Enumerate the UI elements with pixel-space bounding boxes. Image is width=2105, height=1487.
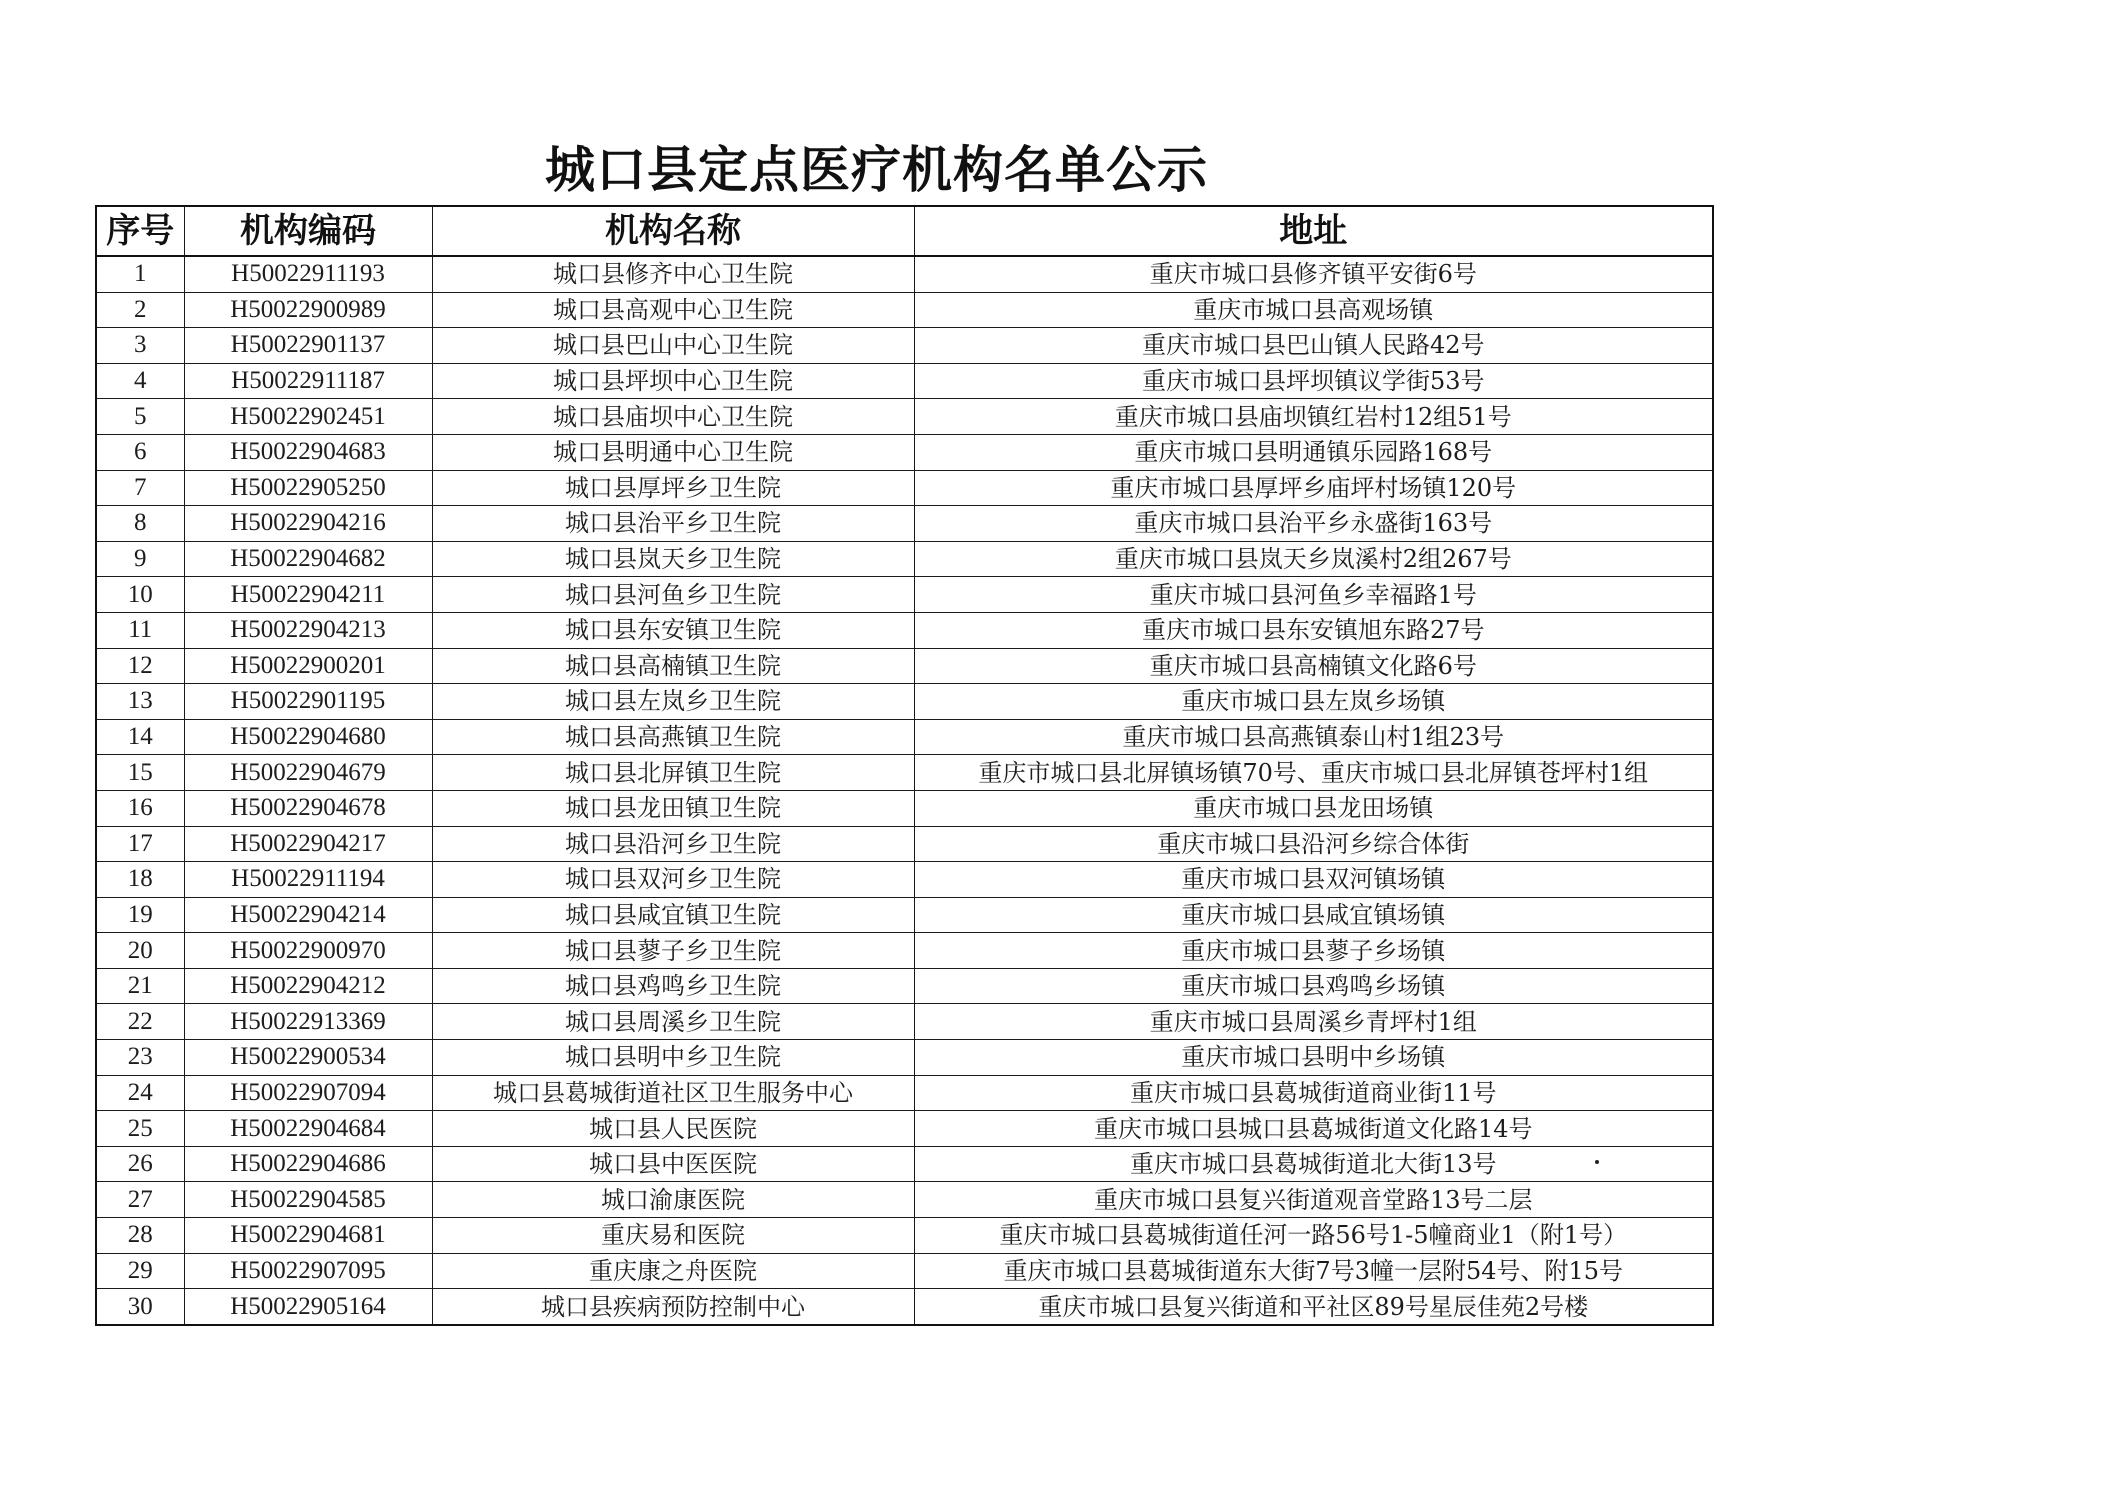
table-row [96, 1218, 1713, 1254]
cell-address: 重庆市城口县修齐镇平安街6号 [914, 256, 1713, 292]
table-row [96, 1253, 1713, 1289]
cell-code: H50022904212 [184, 968, 432, 1004]
header-name: 机构名称 [432, 206, 914, 256]
header-index: 序号 [96, 206, 184, 256]
table-row [96, 897, 1713, 933]
cell-address: 重庆市城口县龙田场镇 [914, 790, 1713, 826]
cell-address: 重庆市城口县明中乡场镇 [914, 1040, 1713, 1076]
cell-address: 重庆市城口县岚天乡岚溪村2组267号 [914, 541, 1713, 577]
cell-name: 城口县北屏镇卫生院 [432, 755, 914, 791]
cell-address: 重庆市城口县葛城街道东大街7号3幢一层附54号、附15号 [914, 1253, 1713, 1289]
cell-index: 28 [96, 1218, 184, 1254]
cell-name: 城口县东安镇卫生院 [432, 612, 914, 648]
table-row [96, 470, 1713, 506]
cell-name: 城口县庙坝中心卫生院 [432, 399, 914, 435]
cell-code: H50022904585 [184, 1182, 432, 1218]
table-row [96, 399, 1713, 435]
cell-code: H50022900970 [184, 933, 432, 969]
table-row [96, 1146, 1713, 1182]
cell-index: 12 [96, 648, 184, 684]
table-row [96, 684, 1713, 720]
cell-code: H50022900534 [184, 1040, 432, 1076]
cell-index: 17 [96, 826, 184, 862]
cell-name: 城口县蓼子乡卫生院 [432, 933, 914, 969]
cell-code: H50022904211 [184, 577, 432, 613]
cell-code: H50022904681 [184, 1218, 432, 1254]
cell-code: H50022904683 [184, 434, 432, 470]
cell-code: H50022904216 [184, 506, 432, 542]
cell-name: 城口县高观中心卫生院 [432, 292, 914, 328]
cell-name: 城口县咸宜镇卫生院 [432, 897, 914, 933]
cell-code: H50022904682 [184, 541, 432, 577]
cell-index: 4 [96, 363, 184, 399]
table-row [96, 719, 1713, 755]
cell-code: H50022911193 [184, 256, 432, 292]
table-row [96, 506, 1713, 542]
institution-table [95, 205, 1714, 1326]
cell-address: 重庆市城口县葛城街道北大街13号 [914, 1146, 1713, 1182]
cell-code: H50022904214 [184, 897, 432, 933]
cell-address: 重庆市城口县左岚乡场镇 [914, 684, 1713, 720]
table-row [96, 862, 1713, 898]
table-row [96, 968, 1713, 1004]
table-row [96, 933, 1713, 969]
cell-index: 26 [96, 1146, 184, 1182]
cell-name: 城口县高燕镇卫生院 [432, 719, 914, 755]
table-row [96, 577, 1713, 613]
cell-index: 30 [96, 1289, 184, 1325]
cell-index: 16 [96, 790, 184, 826]
cell-name: 城口县坪坝中心卫生院 [432, 363, 914, 399]
cell-address: 重庆市城口县北屏镇场镇70号、重庆市城口县北屏镇苍坪村1组 [914, 755, 1713, 791]
cell-address: 重庆市城口县复兴街道观音堂路13号二层 [914, 1182, 1713, 1218]
cell-address: 重庆市城口县沿河乡综合体街 [914, 826, 1713, 862]
table-row [96, 328, 1713, 364]
cell-address: 重庆市城口县双河镇场镇 [914, 862, 1713, 898]
cell-index: 18 [96, 862, 184, 898]
cell-code: H50022904684 [184, 1111, 432, 1147]
cell-name: 城口县厚坪乡卫生院 [432, 470, 914, 506]
cell-index: 7 [96, 470, 184, 506]
cell-name: 城口县沿河乡卫生院 [432, 826, 914, 862]
cell-name: 城口县修齐中心卫生院 [432, 256, 914, 292]
cell-name: 城口县明通中心卫生院 [432, 434, 914, 470]
cell-address: 重庆市城口县庙坝镇红岩村12组51号 [914, 399, 1713, 435]
table-body [96, 256, 1713, 1325]
cell-code: H50022905250 [184, 470, 432, 506]
cell-index: 9 [96, 541, 184, 577]
cell-name: 城口渝康医院 [432, 1182, 914, 1218]
cell-address: 重庆市城口县周溪乡青坪村1组 [914, 1004, 1713, 1040]
cell-code: H50022911194 [184, 862, 432, 898]
cell-address: 重庆市城口县明通镇乐园路168号 [914, 434, 1713, 470]
cell-index: 1 [96, 256, 184, 292]
cell-name: 城口县人民医院 [432, 1111, 914, 1147]
document-title: 城口县定点医疗机构名单公示 [545, 141, 1208, 199]
cell-index: 6 [96, 434, 184, 470]
cell-name: 城口县疾病预防控制中心 [432, 1289, 914, 1325]
cell-code: H50022900201 [184, 648, 432, 684]
cell-index: 2 [96, 292, 184, 328]
cell-index: 23 [96, 1040, 184, 1076]
cell-name: 城口县明中乡卫生院 [432, 1040, 914, 1076]
cell-name: 城口县鸡鸣乡卫生院 [432, 968, 914, 1004]
cell-index: 29 [96, 1253, 184, 1289]
cell-name: 城口县葛城街道社区卫生服务中心 [432, 1075, 914, 1111]
table-header [96, 206, 1713, 256]
table-row [96, 256, 1713, 292]
table-row [96, 790, 1713, 826]
cell-code: H50022904680 [184, 719, 432, 755]
table-row [96, 541, 1713, 577]
cell-name: 城口县高楠镇卫生院 [432, 648, 914, 684]
cell-index: 13 [96, 684, 184, 720]
cell-name: 城口县龙田镇卫生院 [432, 790, 914, 826]
cell-address: 重庆市城口县葛城街道任河一路56号1-5幢商业1（附1号） [914, 1218, 1713, 1254]
cell-code: H50022904686 [184, 1146, 432, 1182]
cell-index: 20 [96, 933, 184, 969]
cell-address: 重庆市城口县坪坝镇议学街53号 [914, 363, 1713, 399]
cell-code: H50022901137 [184, 328, 432, 364]
cell-address: 重庆市城口县城口县葛城街道文化路14号 [914, 1111, 1713, 1147]
cell-index: 24 [96, 1075, 184, 1111]
cell-index: 5 [96, 399, 184, 435]
table-row [96, 755, 1713, 791]
cell-name: 城口县中医医院 [432, 1146, 914, 1182]
cell-address: 重庆市城口县咸宜镇场镇 [914, 897, 1713, 933]
cell-address: 重庆市城口县葛城街道商业街11号 [914, 1075, 1713, 1111]
cell-code: H50022907095 [184, 1253, 432, 1289]
cell-index: 21 [96, 968, 184, 1004]
table-row [96, 434, 1713, 470]
cell-code: H50022911187 [184, 363, 432, 399]
table-row [96, 292, 1713, 328]
cell-name: 城口县周溪乡卫生院 [432, 1004, 914, 1040]
cell-code: H50022907094 [184, 1075, 432, 1111]
cell-address: 重庆市城口县河鱼乡幸福路1号 [914, 577, 1713, 613]
cell-code: H50022904679 [184, 755, 432, 791]
table-row [96, 1289, 1713, 1325]
table-row [96, 826, 1713, 862]
cell-code: H50022913369 [184, 1004, 432, 1040]
header-address: 地址 [914, 206, 1713, 256]
cell-address: 重庆市城口县高楠镇文化路6号 [914, 648, 1713, 684]
table-row [96, 1040, 1713, 1076]
cell-index: 25 [96, 1111, 184, 1147]
header-row [96, 206, 1713, 256]
cell-index: 15 [96, 755, 184, 791]
cell-code: H50022904678 [184, 790, 432, 826]
cell-name: 城口县治平乡卫生院 [432, 506, 914, 542]
cell-address: 重庆市城口县厚坪乡庙坪村场镇120号 [914, 470, 1713, 506]
cell-address: 重庆市城口县巴山镇人民路42号 [914, 328, 1713, 364]
table-row [96, 363, 1713, 399]
cell-address: 重庆市城口县高燕镇泰山村1组23号 [914, 719, 1713, 755]
cell-address: 重庆市城口县高观场镇 [914, 292, 1713, 328]
cell-name: 城口县河鱼乡卫生院 [432, 577, 914, 613]
table-row [96, 1111, 1713, 1147]
scan-speck [1595, 1160, 1599, 1164]
cell-name: 重庆康之舟医院 [432, 1253, 914, 1289]
cell-code: H50022901195 [184, 684, 432, 720]
cell-address: 重庆市城口县复兴街道和平社区89号星辰佳苑2号楼 [914, 1289, 1713, 1325]
cell-name: 重庆易和医院 [432, 1218, 914, 1254]
cell-code: H50022905164 [184, 1289, 432, 1325]
cell-name: 城口县岚天乡卫生院 [432, 541, 914, 577]
table-row [96, 1004, 1713, 1040]
cell-name: 城口县左岚乡卫生院 [432, 684, 914, 720]
cell-code: H50022904213 [184, 612, 432, 648]
cell-address: 重庆市城口县鸡鸣乡场镇 [914, 968, 1713, 1004]
cell-index: 3 [96, 328, 184, 364]
cell-code: H50022904217 [184, 826, 432, 862]
table-row [96, 648, 1713, 684]
table-row [96, 1182, 1713, 1218]
cell-index: 22 [96, 1004, 184, 1040]
cell-address: 重庆市城口县治平乡永盛街163号 [914, 506, 1713, 542]
cell-address: 重庆市城口县蓼子乡场镇 [914, 933, 1713, 969]
cell-index: 11 [96, 612, 184, 648]
table-row [96, 612, 1713, 648]
cell-index: 14 [96, 719, 184, 755]
table-row [96, 1075, 1713, 1111]
cell-name: 城口县巴山中心卫生院 [432, 328, 914, 364]
header-code: 机构编码 [184, 206, 432, 256]
cell-code: H50022902451 [184, 399, 432, 435]
cell-index: 10 [96, 577, 184, 613]
cell-address: 重庆市城口县东安镇旭东路27号 [914, 612, 1713, 648]
cell-index: 27 [96, 1182, 184, 1218]
cell-name: 城口县双河乡卫生院 [432, 862, 914, 898]
cell-code: H50022900989 [184, 292, 432, 328]
cell-index: 8 [96, 506, 184, 542]
cell-index: 19 [96, 897, 184, 933]
